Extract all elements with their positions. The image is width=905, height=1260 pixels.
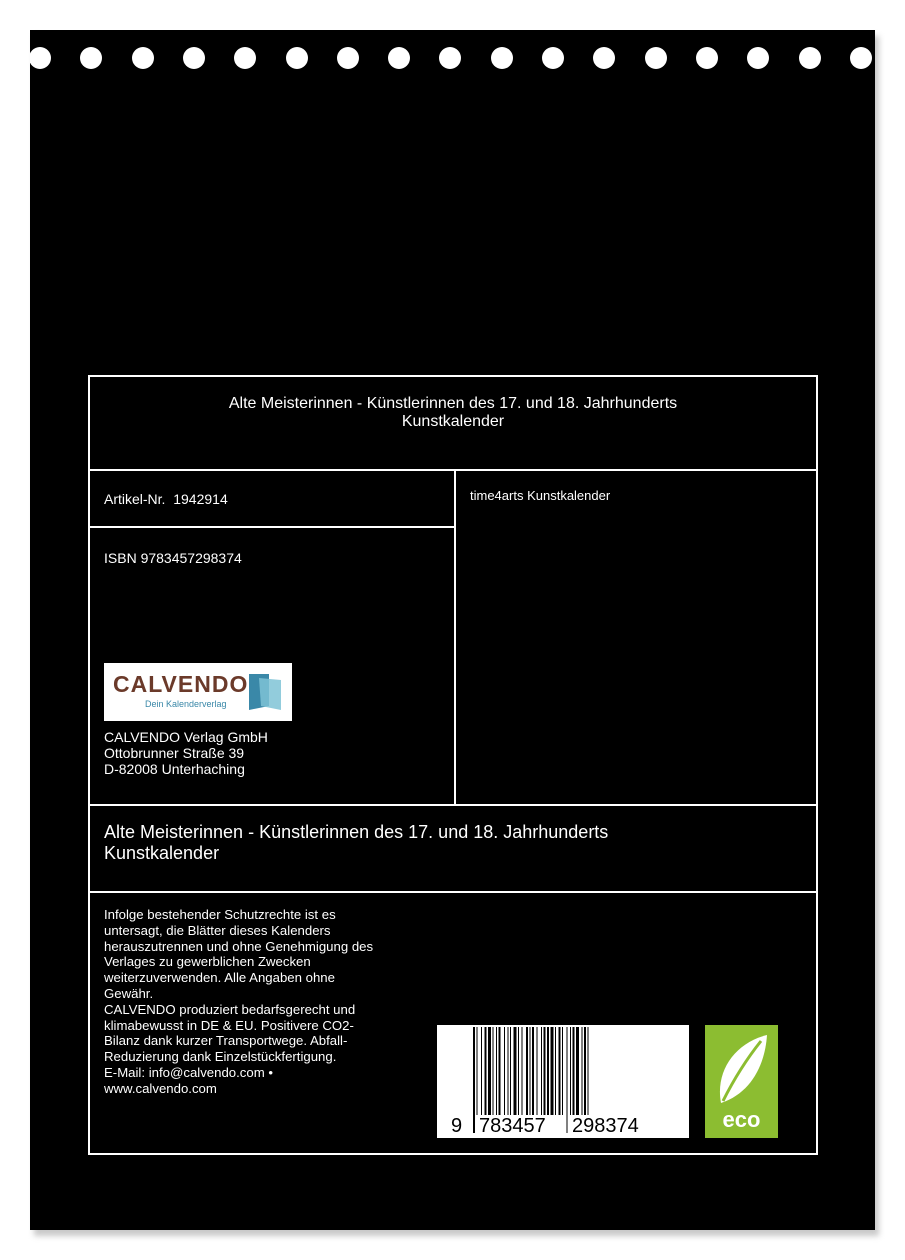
logo-tagline: Dein Kalenderverlag — [145, 699, 227, 709]
binding-hole — [491, 47, 513, 69]
barcode-bar — [488, 1027, 491, 1115]
barcode-bar — [541, 1027, 542, 1115]
binding-hole — [337, 47, 359, 69]
divider-line — [90, 804, 816, 806]
info-panel — [88, 375, 818, 1155]
binding-hole — [132, 47, 154, 69]
barcode-bar — [532, 1027, 534, 1115]
barcode-bar — [477, 1027, 478, 1115]
barcode-bar — [473, 1027, 475, 1133]
binding-hole — [30, 47, 51, 69]
barcode-bar — [499, 1027, 501, 1115]
barcode-bar — [570, 1027, 571, 1115]
barcode-bar — [547, 1027, 549, 1115]
binding-hole — [799, 47, 821, 69]
binding-hole — [286, 47, 308, 69]
barcode-bar — [576, 1027, 579, 1115]
eco-badge — [705, 1025, 778, 1138]
barcode-bar — [567, 1027, 568, 1133]
barcode-bar — [537, 1027, 538, 1115]
divider-line — [90, 469, 816, 471]
barcode-bar — [555, 1027, 556, 1115]
barcode-group2: 298374 — [572, 1115, 639, 1137]
barcode-bars — [437, 1025, 689, 1138]
binding-hole — [850, 47, 872, 69]
barcode-bar — [573, 1027, 575, 1115]
barcode-digit-first: 9 — [451, 1115, 463, 1137]
barcode-bar — [526, 1027, 528, 1115]
barcode-group1: 783457 — [479, 1115, 546, 1137]
top-title-line2: Kunstkalender — [401, 413, 505, 430]
binding-hole — [439, 47, 461, 69]
legal-notice: Infolge bestehender Schutzrechte ist es untersagt, die Blätter dieses Kalenders herauszutrennen und ohne Genehmigung des Verlages zu gewerblichen Zwecken weiterzuverwenden. Alle Angaben ohne Gewähr. CALVENDO produziert bedarfsgerecht und klimabewusst in DE & EU. Positivere CO2- Bilanz dank kurzer Transportwege. Abfall- Reduzierung dank Einzelstückfertigung. E-Mail: info@calvendo.com • www.calvendo.com — [104, 907, 374, 1096]
logo-wordmark: CALVENDO — [113, 671, 249, 697]
top-title-line1: Alte Meisterinnen - Künstlerinnen des 17. und 18. Jahrhunderts — [228, 395, 678, 412]
binding-hole — [388, 47, 410, 69]
binding-hole — [696, 47, 718, 69]
divider-line — [454, 469, 456, 806]
barcode-bar — [584, 1027, 586, 1115]
barcode-bar — [562, 1027, 563, 1115]
publisher-address: CALVENDO Verlag GmbH Ottobrunner Straße 39 D-82008 Unterhaching — [104, 729, 268, 777]
barcode-bar — [588, 1027, 589, 1115]
barcode-bar — [551, 1027, 554, 1115]
barcode-bar — [559, 1027, 561, 1115]
top-title — [90, 395, 816, 431]
barcode-bar — [504, 1027, 505, 1115]
binding-hole — [234, 47, 256, 69]
binding-hole — [183, 47, 205, 69]
barcode-bar — [508, 1027, 509, 1115]
mid-title: Alte Meisterinnen - Künstlerinnen des 17. und 18. Jahrhunderts Kunstkalender — [104, 822, 609, 863]
barcode-bar — [493, 1027, 494, 1115]
calvendo-logo — [104, 663, 292, 721]
logo-mark-icon — [247, 672, 283, 712]
divider-line — [90, 526, 454, 528]
barcode-bar — [510, 1027, 511, 1115]
publisher-label: time4arts Kunstkalender — [470, 488, 611, 503]
calendar-back-cover — [30, 30, 875, 1230]
eco-label: eco — [722, 1107, 761, 1132]
binding-hole — [542, 47, 564, 69]
isbn: ISBN 9783457298374 — [104, 550, 242, 566]
barcode-bar — [514, 1027, 517, 1115]
barcode-bar — [496, 1027, 497, 1115]
barcode — [437, 1025, 689, 1138]
barcode-bar — [485, 1027, 487, 1115]
binding-hole — [593, 47, 615, 69]
barcode-bar — [582, 1027, 583, 1115]
leaf-icon — [713, 1031, 771, 1111]
barcode-bar — [481, 1027, 482, 1115]
binding-hole — [645, 47, 667, 69]
divider-line — [90, 891, 816, 893]
barcode-bar — [530, 1027, 531, 1115]
barcode-bar — [518, 1027, 519, 1115]
binding-hole — [747, 47, 769, 69]
barcode-bar — [544, 1027, 546, 1115]
binding-hole — [80, 47, 102, 69]
article-number: Artikel-Nr. 1942914 — [104, 491, 228, 507]
barcode-bar — [522, 1027, 523, 1115]
